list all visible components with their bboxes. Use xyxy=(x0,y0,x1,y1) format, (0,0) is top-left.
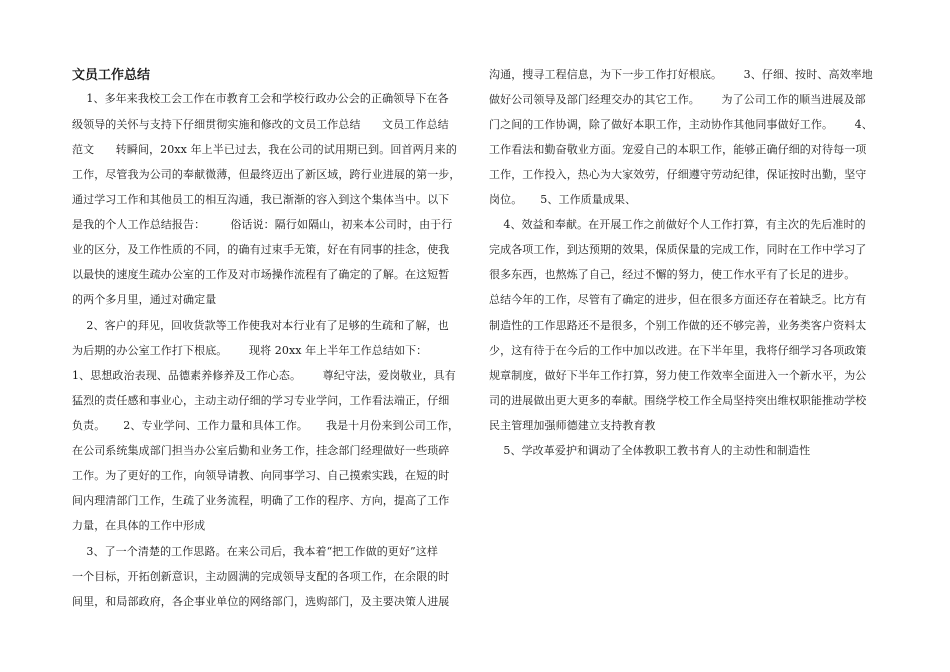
text-line: 力量，在具体的工作中形成 xyxy=(72,519,206,532)
text-line: 的两个多月里，通过对确定量 xyxy=(72,293,217,306)
text-line: 总结今年的工作，尽管有了确定的进步，但在很多方面还存在着缺乏。比方有 xyxy=(489,293,867,306)
text-line: 沟通，搜寻工程信息，为下一步工作打好根底。 3、仔细、按时、高效率地 xyxy=(489,68,873,81)
text-line: 通过学习工作和其他员工的相互沟通，我已渐渐的容入到这个集体当中。以下 xyxy=(72,193,450,206)
text-line: 范文 转瞬间，20xx 年上半已过去，我在公司的试用期已到。回首两月来的 xyxy=(72,143,457,156)
document-title: 文员工作总结 xyxy=(72,68,151,83)
text-line: 1、思想政治表现、品德素养修养及工作心态。 尊纪守法，爱岗敬业，具有 xyxy=(72,369,456,382)
text-line: 1、多年来我校工会工作在市教育工会和学校行政办公会的正确领导下在各 xyxy=(72,92,449,105)
text-line: 级领导的关怀与支持下仔细贯彻实施和修改的文员工作总结 文员工作总结 xyxy=(72,118,449,131)
text-line: 工作。为了更好的工作，向领导请教、向同事学习、自己摸索实践，在短的时 xyxy=(72,469,450,482)
text-line: 门之间的工作协调，除了做好本职工作，主动协作其他同事做好工作。 4、 xyxy=(489,118,873,131)
text-line: 民主管理加强师德建立支持教育教 xyxy=(489,419,656,432)
text-line: 负责。 2、专业学问、工作力量和具体工作。 我是十月份来到公司工作， xyxy=(72,419,460,432)
text-line: 很多东西，也熬炼了自己，经过不懈的努力，使工作水平有了长足的进步。 xyxy=(489,268,856,281)
text-line: 工作，工作投入，热心为大家效劳，仔细遵守劳动纪律，保证按时出勤，坚守 xyxy=(489,168,867,181)
text-line: 完成各项工作，到达预期的效果，保质保量的完成工作，同时在工作中学习了 xyxy=(489,243,867,256)
text-line: 间里，和局部政府，各企事业单位的网络部门，选购部门，及主要决策人进展 xyxy=(72,595,450,608)
text-line: 为后期的办公室工作打下根底。 现将 20xx 年上半年工作总结如下： xyxy=(72,344,428,357)
text-line: 在公司系统集成部门担当办公室后勤和业务工作，挂念部门经理做好一些琐碎 xyxy=(72,444,450,457)
text-line: 间内理清部门工作，生疏了业务流程，明确了工作的程序、方向，提高了工作 xyxy=(72,494,450,507)
text-line: 猛烈的责任感和事业心，主动主动仔细的学习专业学问，工作看法端正，仔细 xyxy=(72,394,450,407)
text-line: 一个目标，开拓创新意识，主动圆满的完成领导支配的各项工作，在余限的时 xyxy=(72,570,450,583)
text-line: 工作看法和勤奋敬业方面。宠爱自己的本职工作，能够正确仔细的对待每一项 xyxy=(489,143,867,156)
text-line: 5、学改革爱护和调动了全体教职工教书育人的主动性和制造性 xyxy=(489,444,811,457)
text-line: 制造性的工作思路还不是很多，个别工作做的还不够完善，业务类客户资料太 xyxy=(489,319,867,332)
text-line: 2、客户的拜见，回收货款等工作使我对本行业有了足够的生疏和了解，也 xyxy=(72,319,449,332)
text-line: 规章制度，做好下半年工作打算，努力使工作效率全面进入一个新水平，为公 xyxy=(489,369,867,382)
text-line: 司的进展做出更大更多的奉献。围绕学校工作全局坚持突出维权职能推动学校 xyxy=(489,394,867,407)
text-line: 3、了一个清楚的工作思路。在来公司后，我本着“把工作做的更好”这样 xyxy=(72,545,438,558)
text-line: 少，这有待于在今后的工作中加以改进。在下半年里，我将仔细学习各项政策 xyxy=(489,344,867,357)
text-line: 是我的个人工作总结报告： 俗话说：隔行如隔山，初来本公司时，由于行 xyxy=(72,218,453,231)
text-line: 以最快的速度生疏办公室的工作及对市场操作流程有了确定的了解。在这短暂 xyxy=(72,268,450,281)
text-line: 业的区分，及工作性质的不同，的确有过束手无策，好在有同事的挂念，使我 xyxy=(72,243,450,256)
text-line: 4、效益和奉献。在开展工作之前做好个人工作打算，有主次的先后准时的 xyxy=(489,218,866,231)
text-line: 岗位。 5、工作质量成果、 xyxy=(489,193,637,206)
text-line: 工作，尽管我为公司的奉献微薄，但最终迈出了新区域，跨行业进展的第一步， xyxy=(72,168,461,181)
text-line: 做好公司领导及部门经理交办的其它工作。 为了公司工作的顺当进展及部 xyxy=(489,93,866,106)
